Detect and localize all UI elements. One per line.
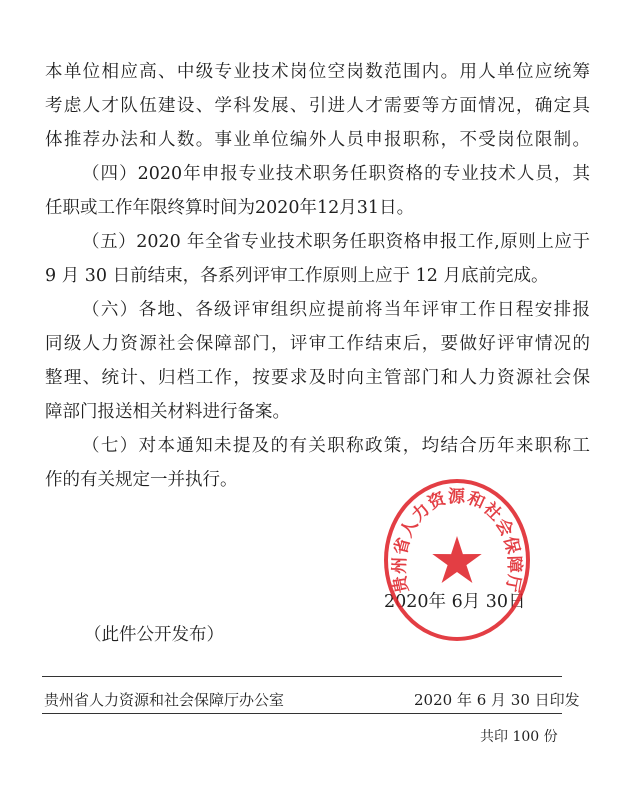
seal-star-icon [432,536,481,583]
paragraph-line: 9 月 30 日前结束，各系列评审工作原则上应于 12 月底前完成。 [45,266,549,286]
footer-rule-top [42,676,562,677]
paragraph-item-7-line: （七）对本通知未提及的有关职称政策，均结合历年来职称工 [82,436,590,456]
paragraph-line: 任职或工作年限终算时间为2020年12月31日。 [45,198,415,218]
official-seal-stamp [382,478,532,648]
paragraph-item-4-line: （四）2020年申报专业技术职务任职资格的专业技术人员，其 [82,164,590,184]
print-date: 2020 年 6 月 30 日印发 [414,691,580,709]
paragraph-item-5-line: （五）2020 年全省专业技术职务任职资格申报工作,原则上应于 [82,232,590,252]
print-copies: 共印 100 份 [480,729,558,745]
public-release-note: （此件公开发布） [84,625,224,645]
seal-text: 贵州省人力资源和社会保障厅 [389,486,525,595]
paragraph-item-6-line: （六）各地、各级评审组织应提前将当年评审工作日程安排报 [82,300,590,320]
footer-rule-bottom [42,713,562,714]
paragraph-line: 同级人力资源社会保障部门，评审工作结束后，要做好评审情况的 [45,334,590,354]
paragraph-line: 体推荐办法和人数。事业单位编外人员申报职称，不受岗位限制。 [45,130,590,150]
issuing-office: 贵州省人力资源和社会保障厅办公室 [44,691,285,709]
paragraph-line: 障部门报送相关材料进行备案。 [45,402,290,422]
paragraph-line: 考虑人才队伍建设、学科发展、引进人才需要等方面情况，确定具 [45,96,590,116]
seal-ring [386,481,528,639]
paragraph-line: 整理、统计、归档工作，按要求及时向主管部门和人力资源社会保 [45,368,590,388]
paragraph-line: 作的有关规定一并执行。 [45,470,238,490]
signature-date: 2020年 6月 30日 [384,592,526,612]
paragraph-line: 本单位相应高、中级专业技术岗位空岗数范围内。用人单位应统筹 [45,62,590,82]
